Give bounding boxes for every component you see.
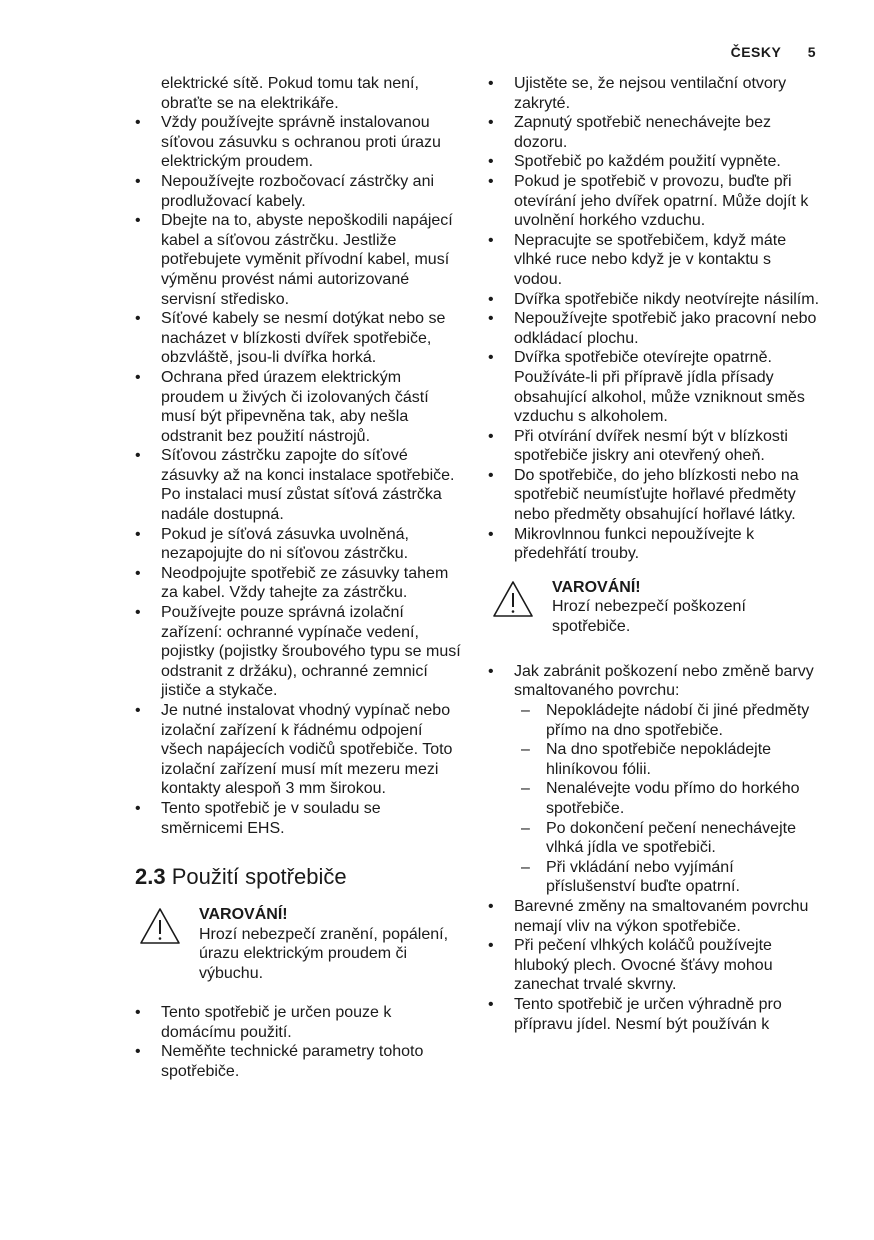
section-heading — [135, 864, 465, 890]
right-column — [488, 74, 823, 1034]
list-item: • Nepoužívejte spotřebič jako pracovní nebo odkládací plochu. — [488, 309, 823, 348]
list-item: • Dbejte na to, abyste nepoškodili napájecí kabel a síťovou zástrčku. Jestliže potřebujete vyměnit přívodní kabel, musí výměnu provést námi autorizované servisní středisko. — [135, 211, 465, 309]
list-item: • Do spotřebiče, do jeho blízkosti nebo na spotřebič neumísťujte hořlavé předměty nebo předměty obsahující hořlavé látky. — [488, 466, 823, 525]
list-item: • Tento spotřebič je určen výhradně pro přípravu jídel. Nesmí být používán k — [488, 995, 823, 1034]
warning-text: Hrozí nebezpečí poškození spotřebiče. — [552, 598, 746, 636]
list-item: • Při otvírání dvířek nesmí být v blízkosti spotřebiče jiskry ani otevřený oheň. — [488, 427, 823, 466]
list-item: • Při pečení vlhkých koláčů používejte hluboký plech. Ovocné šťávy mohou zanechat trvalé skvrny. — [488, 936, 823, 995]
list-item: • Pokud je síťová zásuvka uvolněná, nezapojujte do ni síťovou zástrčku. — [135, 525, 465, 564]
list-item: • Pokud je spotřebič v provozu, buďte při otevírání jeho dvířek opatrní. Může dojít k uvolnění horkého vzduchu. — [488, 172, 823, 231]
enamel-list — [488, 662, 823, 701]
sub-list-item: – Při vkládání nebo vyjímání příslušenství buďte opatrní. — [488, 858, 823, 897]
left-column — [135, 74, 465, 1082]
safety-list-right — [488, 74, 823, 564]
sub-list-item: – Nenalévejte vodu přímo do horkého spotřebiče. — [488, 779, 823, 818]
list-item — [488, 662, 823, 701]
continued-text: elektrické sítě. Pokud tomu tak není, obraťte se na elektrikáře. — [161, 75, 419, 112]
enamel-sub-list — [488, 701, 823, 897]
warning-triangle-icon — [492, 580, 534, 618]
list-item: • Je nutné instalovat vhodný vypínač nebo izolační zařízení k řádnému odpojení všech napájecích vodičů spotřebiče. Toto izolační zařízení musí mít mezeru mezi kontakty alespoň 3 mm širokou. — [135, 701, 465, 799]
warning-text: Hrozí nebezpečí zranění, popálení, úrazu elektrickým proudem či výbuchu. — [199, 925, 449, 982]
warning-box — [135, 905, 465, 985]
safety-list-left — [135, 113, 465, 838]
page-number: 5 — [807, 44, 816, 60]
list-item: • Spotřebič po každém použití vypněte. — [488, 152, 823, 172]
list-item: • Tento spotřebič je určen pouze k domácímu použití. — [135, 1003, 465, 1042]
list-item: • Síťové kabely se nesmí dotýkat nebo se nacházet v blízkosti dvířek spotřebiče, obzvláště, jsou-li dvířka horká. — [135, 309, 465, 368]
enamel-intro: Jak zabránit poškození nebo změně barvy smaltovaného povrchu: — [514, 662, 814, 700]
sub-list-item: – Nepokládejte nádobí či jiné předměty přímo na dno spotřebiče. — [488, 701, 823, 740]
list-item: • Ujistěte se, že nejsou ventilační otvory zakryté. — [488, 74, 823, 113]
list-item: • Používejte pouze správná izolační zařízení: ochranné vypínače vedení, pojistky (pojistky šroubového typu se musí odstranit z držáku), ochranné zemnicí jističe a stykače. — [135, 603, 465, 701]
list-item: • Zapnutý spotřebič nenechávejte bez dozoru. — [488, 113, 823, 152]
usage-list-right — [488, 897, 823, 1034]
list-item: • Ochrana před úrazem elektrickým proudem u živých či izolovaných částí musí být připevněna tak, aby nešla odstranit bez použití nástrojů. — [135, 368, 465, 446]
list-item: • Neměňte technické parametry tohoto spotřebiče. — [135, 1042, 465, 1081]
sub-list-item: – Po dokončení pečení nenechávejte vlhká jídla ve spotřebiči. — [488, 819, 823, 858]
page-header — [731, 44, 816, 60]
list-item: • Barevné změny na smaltovaném povrchu nemají vliv na výkon spotřebiče. — [488, 897, 823, 936]
list-item: • Vždy používejte správně instalovanou síťovou zásuvku s ochranou proti úrazu elektrickým proudem. — [135, 113, 465, 172]
sub-list-item: – Na dno spotřebiče nepokládejte hliníkovou fólii. — [488, 740, 823, 779]
list-item: • Nepoužívejte rozbočovací zástrčky ani prodlužovací kabely. — [135, 172, 465, 211]
warning-title: VAROVÁNÍ! — [199, 906, 288, 924]
section-number: 2.3 — [135, 864, 166, 890]
warning-title: VAROVÁNÍ! — [552, 578, 641, 596]
list-item: • Mikrovlnnou funkci nepoužívejte k předehřátí trouby. — [488, 525, 823, 564]
list-item: • Dvířka spotřebiče otevírejte opatrně. Používáte-li při přípravě jídla přísady obsahující alkohol, může vzniknout směs vzduchu s alkoholem. — [488, 348, 823, 426]
warning-triangle-icon — [139, 907, 181, 945]
list-item: • Síťovou zástrčku zapojte do síťové zásuvky až na konci instalace spotřebiče. Po instalaci musí zůstat síťová zástrčka nadále dostupná. — [135, 446, 465, 524]
list-item: • Neodpojujte spotřebič ze zásuvky tahem za kabel. Vždy tahejte za zástrčku. — [135, 564, 465, 603]
usage-list-left — [135, 1003, 465, 1081]
warning-box — [488, 578, 823, 658]
list-item: • Dvířka spotřebiče nikdy neotvírejte násilím. — [488, 290, 823, 310]
list-item: • Tento spotřebič je v souladu se směrnicemi EHS. — [135, 799, 465, 838]
list-item: • Nepracujte se spotřebičem, když máte vlhké ruce nebo když je v kontaktu s vodou. — [488, 231, 823, 290]
section-title: Použití spotřebiče — [171, 864, 347, 890]
language-label: ČESKY — [730, 44, 782, 60]
